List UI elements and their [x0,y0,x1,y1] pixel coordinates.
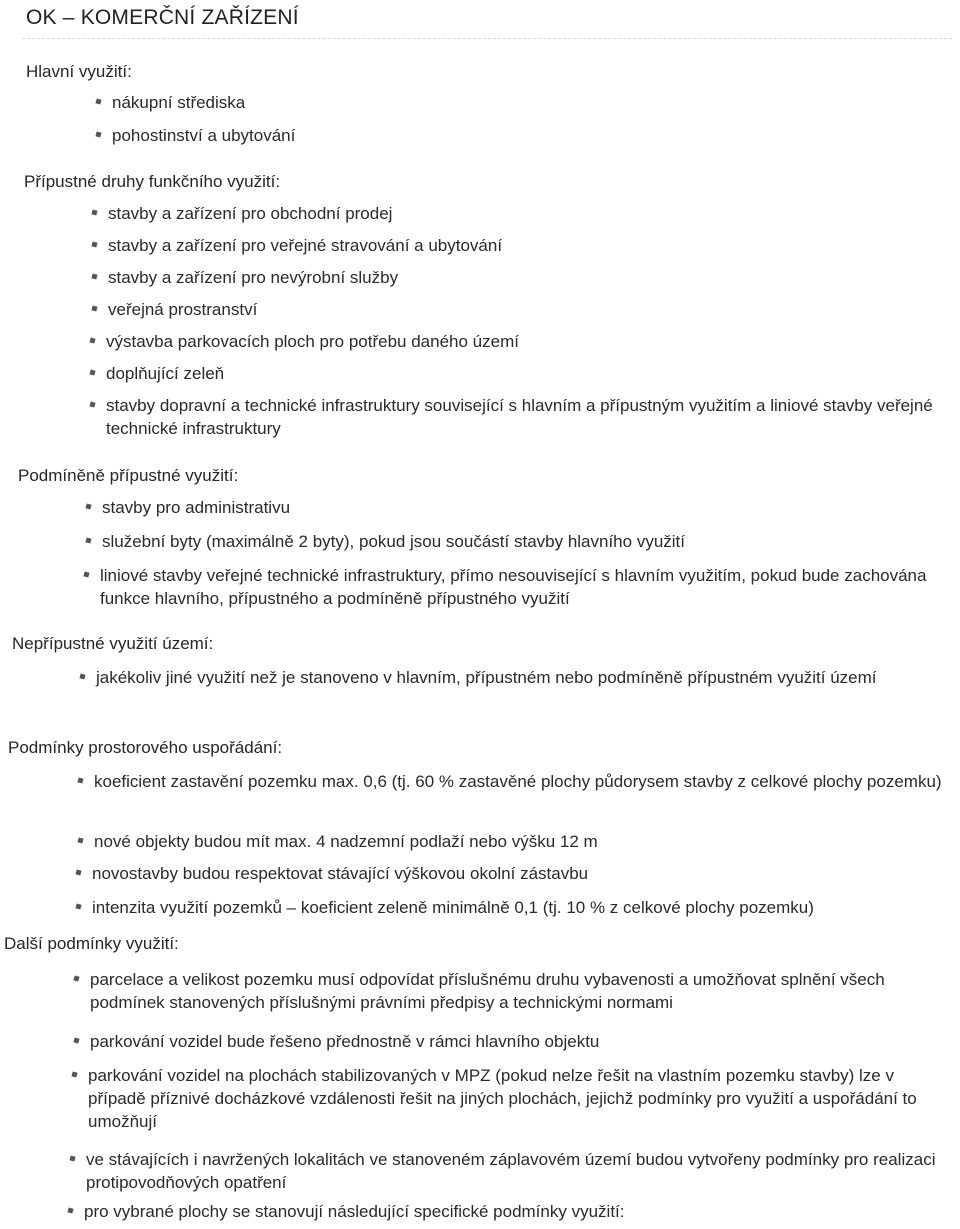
bullet-icon [89,401,95,407]
section-heading: Přípustné druhy funkčního využití: [24,172,281,191]
bullet-icon [75,903,81,909]
section-heading: Podmínky prostorového uspořádání: [8,738,283,757]
list-item: služební byty (maximálně 2 byty), pokud jsou součástí stavby hlavního využití [102,530,942,553]
bullet-icon [95,98,101,104]
bullet-icon [73,1037,79,1043]
bullet-icon [89,337,95,343]
list-item: ve stávajících i navržených lokalitách ve stanoveném záplavovém území budou vytvořeny podmínky pro realizaci protipovodňových opatření [86,1148,936,1194]
list-item: stavby pro administrativu [102,496,942,519]
bullet-icon [89,369,95,375]
bullet-icon [91,209,97,215]
list-item: koeficient zastavění pozemku max. 0,6 (tj. 60 % zastavěné plochy půdorysem stavby z celkové plochy pozemku) [94,770,944,793]
page-title: OK – KOMERČNÍ ZAŘÍZENÍ [26,6,299,29]
bullet-icon [91,305,97,311]
bullet-icon [71,1071,77,1077]
list-item: stavby a zařízení pro obchodní prodej [108,202,928,225]
title-divider [22,38,952,39]
bullet-icon [85,537,91,543]
section-heading: Nepřípustné využití území: [12,634,214,653]
list-item: výstavba parkovacích ploch pro potřebu daného území [106,330,926,353]
bullet-icon [75,869,81,875]
list-item: parkování vozidel bude řešeno přednostně v rámci hlavního objektu [90,1030,940,1053]
bullet-icon [91,273,97,279]
list-item: stavby a zařízení pro nevýrobní služby [108,266,928,289]
section-heading: Další podmínky využití: [4,934,179,953]
bullet-icon [83,571,89,577]
bullet-icon [85,503,91,509]
list-item: stavby dopravní a technické infrastruktury související s hlavním a přípustným využitím a liniové stavby veřejné technické infrastruktury [106,394,946,440]
list-item: veřejná prostranství [108,298,928,321]
list-item: intenzita využití pozemků – koeficient zeleně minimálně 0,1 (tj. 10 % z celkové plochy pozemku) [92,896,942,919]
list-item: pohostinství a ubytování [112,124,892,147]
bullet-icon [73,975,79,981]
bullet-icon [91,241,97,247]
list-item: stavby a zařízení pro veřejné stravování a ubytování [108,234,928,257]
bullet-icon [69,1155,75,1161]
bullet-icon [67,1207,73,1213]
list-item: parkování vozidel na plochách stabilizovaných v MPZ (pokud nelze řešit na vlastním pozemku stavby) lze v případě příznivé docházkové vzdálenosti řešit na jiných plochách, jejichž podmínky pro využití a uspořádání to umožňují [88,1064,938,1133]
list-item: novostavby budou respektovat stávající výškovou okolní zástavbu [92,862,942,885]
list-item: doplňující zeleň [106,362,926,385]
bullet-icon [79,673,85,679]
section-heading: Podmíněně přípustné využití: [18,466,239,485]
bullet-icon [77,837,83,843]
list-item: parcelace a velikost pozemku musí odpovídat příslušnému druhu vybavenosti a umožňovat splnění všech podmínek stanovených příslušnými právními předpisy a technickými normami [90,968,940,1014]
list-item: nové objekty budou mít max. 4 nadzemní podlaží nebo výšku 12 m [94,830,944,853]
section-heading: Hlavní využití: [26,62,132,81]
list-item: nákupní střediska [112,91,892,114]
bullet-icon [77,777,83,783]
list-item: pro vybrané plochy se stanovují následující specifické podmínky využití: [84,1200,934,1223]
bullet-icon [95,131,101,137]
list-item: jakékoliv jiné využití než je stanoveno v hlavním, přípustném nebo podmíněně přípustném využití území [96,666,946,689]
list-item: liniové stavby veřejné technické infrastruktury, přímo nesouvisející s hlavním využitím, pokud bude zachována funkce hlavního, přípustného a podmíněně přípustného využití [100,564,945,610]
